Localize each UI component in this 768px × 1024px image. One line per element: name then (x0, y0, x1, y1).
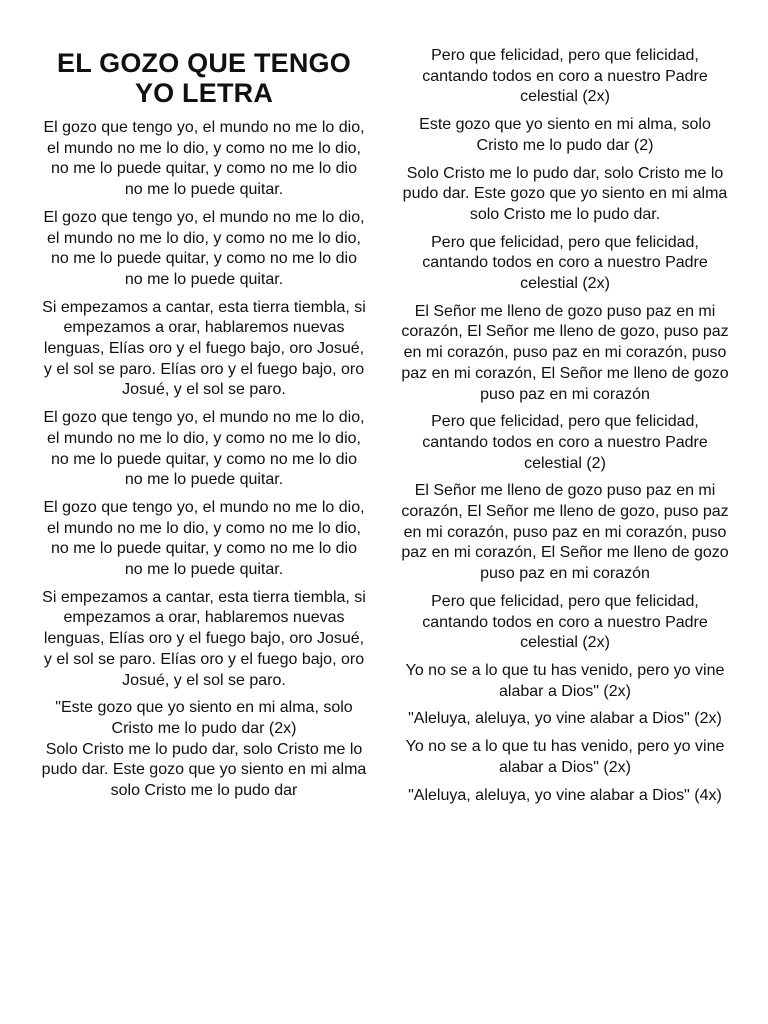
lyrics-paragraph: El gozo que tengo yo, el mundo no me lo dio, el mundo no me lo dio, y como no me lo dio, no me lo puede quitar, y como no me lo dio no me lo puede quitar. (43, 409, 365, 489)
lyrics-paragraph: "Aleluya, aleluya, yo vine alabar a Dios" (4x) (408, 786, 722, 804)
lyrics-paragraph: "Aleluya, aleluya, yo vine alabar a Dios" (2x) (408, 710, 722, 728)
lyrics-paragraph: Pero que felicidad, pero que felicidad, cantando todos en coro a nuestro Padre celestial (2x) (422, 592, 708, 652)
lyrics-paragraph: Si empezamos a cantar, esta tierra tiembla, si empezamos a orar, hablaremos nuevas lenguas, Elías oro y el fuego bajo, oro Josué, y el sol se paro. Elías oro y el fuego bajo, oro Josué, y el sol se paro. (42, 298, 366, 399)
right-column (398, 46, 732, 813)
lyrics-paragraph: Yo no se a lo que tu has venido, pero yo vine alabar a Dios" (2x) (405, 738, 725, 776)
lyrics-paragraph: Si empezamos a cantar, esta tierra tiembla, si empezamos a orar, hablaremos nuevas lenguas, Elías oro y el fuego bajo, oro Josué, y el sol se paro. Elías oro y el fuego bajo, oro Josué, y el sol se paro. (42, 588, 366, 689)
lyrics-paragraph: El gozo que tengo yo, el mundo no me lo dio, el mundo no me lo dio, y como no me lo dio, no me lo puede quitar, y como no me lo dio no me lo puede quitar. (43, 208, 365, 288)
page-title: EL GOZO QUE TENGO YO LETRA (57, 48, 351, 108)
lyrics-paragraph: El Señor me lleno de gozo puso paz en mi corazón, El Señor me lleno de gozo, puso paz en mi corazón, puso paz en mi corazón, puso paz en mi corazón, El Señor me lleno de gozo puso paz en mi corazón (401, 482, 729, 583)
lyrics-paragraph: El gozo que tengo yo, el mundo no me lo dio, el mundo no me lo dio, y como no me lo dio, no me lo puede quitar, y como no me lo dio no me lo puede quitar. (43, 498, 365, 579)
lyrics-paragraph: Pero que felicidad, pero que felicidad, cantando todos en coro a nuestro Padre celestial (2) (422, 413, 708, 472)
lyrics-paragraph: "Este gozo que yo siento en mi alma, solo Cristo me lo pudo dar (2x) (55, 699, 353, 737)
lyrics-paragraph: Este gozo que yo siento en mi alma, solo Cristo me lo pudo dar (2) (419, 116, 711, 154)
lyrics-paragraph: Solo Cristo me lo pudo dar, solo Cristo me lo pudo dar. Este gozo que yo siento en mi alma solo Cristo me lo pudo dar. (402, 164, 728, 223)
lyrics-paragraph: El Señor me lleno de gozo puso paz en mi corazón, El Señor me lleno de gozo, puso paz en mi corazón, puso paz en mi corazón, puso paz en mi corazón, El Señor me lleno de gozo puso paz en mi corazón (401, 302, 729, 403)
lyrics-paragraph: Pero que felicidad, pero que felicidad, cantando todos en coro a nuestro Padre celestial (2x) (422, 47, 708, 106)
left-column (40, 44, 368, 809)
lyrics-paragraph: El gozo que tengo yo, el mundo no me lo dio, el mundo no me lo dio, y como no me lo dio, no me lo puede quitar, y como no me lo dio no me lo puede quitar. (43, 119, 365, 199)
lyrics-paragraph: Pero que felicidad, pero que felicidad, cantando todos en coro a nuestro Padre celestial (2x) (422, 233, 708, 293)
lyrics-paragraph: Yo no se a lo que tu has venido, pero yo vine alabar a Dios" (2x) (405, 661, 725, 700)
lyrics-paragraph: Solo Cristo me lo pudo dar, solo Cristo me lo pudo dar. Este gozo que yo siento en mi alma solo Cristo me lo pudo dar (41, 740, 367, 800)
